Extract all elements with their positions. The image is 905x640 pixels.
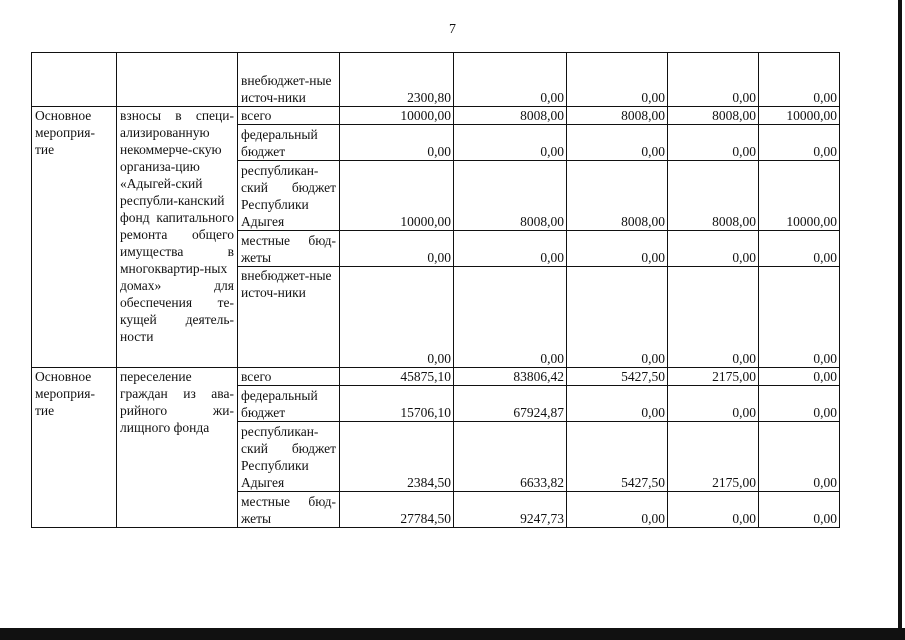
scan-edge-bottom — [0, 628, 905, 640]
value-cell: 0,00 — [759, 125, 840, 161]
value-cell: 0,00 — [759, 53, 840, 107]
value-cell: 0,00 — [759, 422, 840, 492]
value-cell: 0,00 — [759, 492, 840, 528]
source-cell: всего — [238, 107, 340, 125]
value-cell: 2384,50 — [340, 422, 454, 492]
value-cell: 0,00 — [454, 125, 567, 161]
kind-cell — [32, 53, 117, 107]
value-cell: 0,00 — [567, 125, 668, 161]
value-cell: 8008,00 — [454, 107, 567, 125]
value-cell: 15706,10 — [340, 386, 454, 422]
value-cell: 0,00 — [454, 267, 567, 368]
value-cell: 0,00 — [759, 368, 840, 386]
source-cell: федеральный бюджет — [238, 125, 340, 161]
value-cell: 0,00 — [668, 231, 759, 267]
value-cell: 0,00 — [454, 53, 567, 107]
value-cell: 67924,87 — [454, 386, 567, 422]
value-cell: 45875,10 — [340, 368, 454, 386]
event-cell: переселение граждан из ава-рийного жи-лищного фонда — [117, 368, 238, 528]
source-cell: местные бюд-жеты — [238, 231, 340, 267]
value-cell: 10000,00 — [759, 107, 840, 125]
value-cell: 27784,50 — [340, 492, 454, 528]
page-number: 7 — [449, 22, 456, 37]
event-cell: взносы в специ-ализированную некоммерче-скую организа-цию «Адыгей-ский республи-канский фонд капитального ремонта общего имущества в многоквартир-ных домах» для обеспечения те-кущей деятель-ности — [117, 107, 238, 368]
value-cell: 83806,42 — [454, 368, 567, 386]
value-cell: 8008,00 — [668, 107, 759, 125]
source-cell: внебюджет-ные источ-ники — [238, 267, 340, 368]
value-cell: 0,00 — [759, 267, 840, 368]
value-cell: 6633,82 — [454, 422, 567, 492]
value-cell: 0,00 — [567, 492, 668, 528]
table-row — [32, 368, 840, 386]
value-cell: 0,00 — [668, 125, 759, 161]
kind-cell: Основное мероприя-тие — [32, 107, 117, 368]
source-cell: местные бюд-жеты — [238, 492, 340, 528]
source-cell: федеральный бюджет — [238, 386, 340, 422]
value-cell: 0,00 — [567, 267, 668, 368]
value-cell: 0,00 — [340, 125, 454, 161]
value-cell: 0,00 — [668, 386, 759, 422]
value-cell: 0,00 — [668, 267, 759, 368]
event-cell — [117, 53, 238, 107]
value-cell: 0,00 — [340, 267, 454, 368]
budget-table — [31, 52, 840, 528]
value-cell: 5427,50 — [567, 422, 668, 492]
value-cell: 8008,00 — [454, 161, 567, 231]
table-row — [32, 107, 840, 125]
kind-cell: Основное мероприя-тие — [32, 368, 117, 528]
value-cell: 8008,00 — [567, 161, 668, 231]
value-cell: 0,00 — [668, 53, 759, 107]
value-cell: 10000,00 — [759, 161, 840, 231]
value-cell: 0,00 — [668, 492, 759, 528]
value-cell: 2175,00 — [668, 368, 759, 386]
value-cell: 2300,80 — [340, 53, 454, 107]
value-cell: 9247,73 — [454, 492, 567, 528]
value-cell: 0,00 — [340, 231, 454, 267]
value-cell: 0,00 — [759, 231, 840, 267]
value-cell: 5427,50 — [567, 368, 668, 386]
scan-edge-right — [898, 0, 902, 640]
value-cell: 0,00 — [567, 231, 668, 267]
value-cell: 8008,00 — [668, 161, 759, 231]
value-cell: 10000,00 — [340, 107, 454, 125]
value-cell: 0,00 — [567, 386, 668, 422]
value-cell: 10000,00 — [340, 161, 454, 231]
value-cell: 0,00 — [454, 231, 567, 267]
source-cell: республикан-ский бюджет Республики Адыгея — [238, 161, 340, 231]
value-cell: 2175,00 — [668, 422, 759, 492]
source-cell: внебюджет-ные источ-ники — [238, 53, 340, 107]
value-cell: 0,00 — [567, 53, 668, 107]
source-cell: всего — [238, 368, 340, 386]
value-cell: 8008,00 — [567, 107, 668, 125]
value-cell: 0,00 — [759, 386, 840, 422]
table-row — [32, 53, 840, 107]
source-cell: республикан-ский бюджет Республики Адыгея — [238, 422, 340, 492]
